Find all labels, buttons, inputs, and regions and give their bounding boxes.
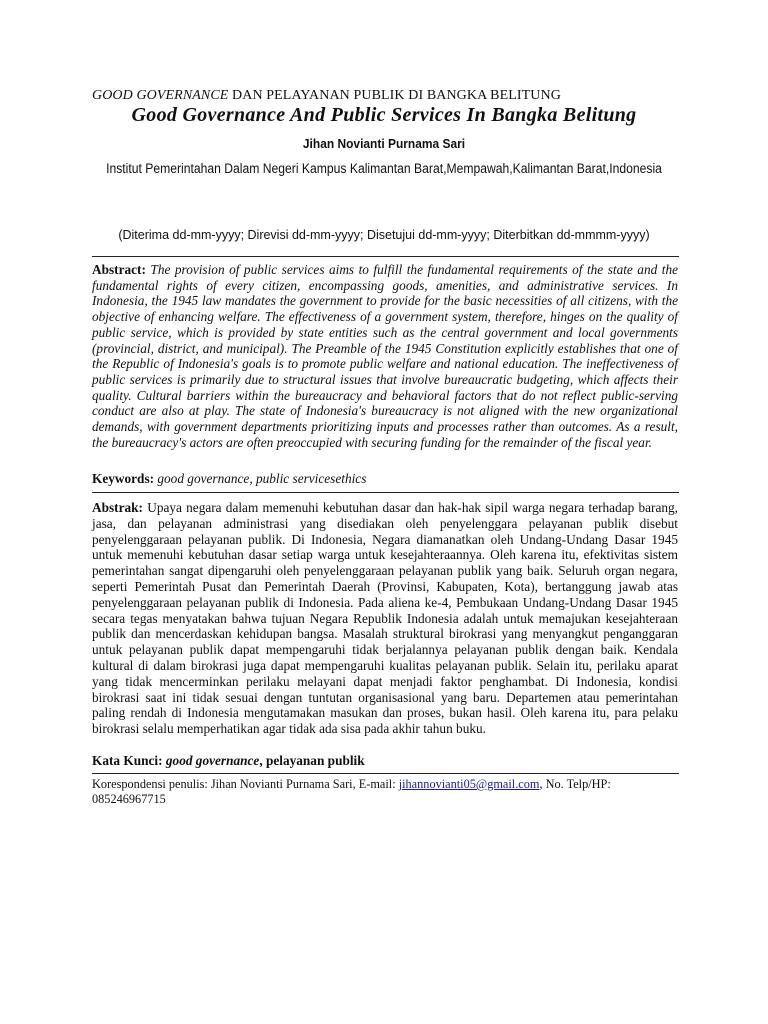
keywords-label: Keywords: (92, 471, 155, 486)
divider (92, 492, 679, 493)
kata-kunci-rest: , pelayanan publik (259, 753, 365, 768)
kata-kunci-italic: good governance (165, 753, 260, 768)
running-head (92, 88, 561, 104)
correspondence-note (92, 777, 678, 806)
submission-dates: (Diterima dd-mm-yyyy; Direvisi dd-mm-yyyy; Disetujui dd-mm-yyyy; Diterbitkan dd-mmmm-yyyy) (118, 228, 650, 242)
divider (92, 773, 679, 774)
abstract-indonesian (92, 500, 678, 737)
running-head-rest: DAN PELAYANAN PUBLIK DI BANGKA BELITUNG (228, 88, 561, 103)
abstrak-label: Abstrak: (92, 500, 143, 515)
abstrak-text: Upaya negara dalam memenuhi kebutuhan dasar dan hak-hak sipil warga negara terhadap barang, jasa, dan pelayanan administrasi yang disediakan oleh penyelenggara pelayanan publik disebut penyelenggaraan pelayanan publik. Di Indonesia, Negara diamanatkan oleh Undang-Undang Dasar 1945 untuk memenuhi kebutuhan dasar setiap warga untuk kesejahteraannya. Oleh karena itu, efektivitas sistem pemerintahan sangat dipengaruhi oleh penyelenggaraan pelayanan publik yang baik. Seluruh organ negara, seperti Pemerintah Pusat dan Pemerintah Daerah (Provinsi, Kabupaten, Kota), bertanggung jawab atas penyelenggaraan pelayanan publik di Indonesia. Pada aliena ke-4, Pembukaan Undang-Undang Dasar 1945 secara tegas menyatakan bahwa tujuan Negara Republik Indonesia adalah untuk memajukan kesejahteraan publik dan mencerdaskan kehidupan bangsa. Masalah struktural birokrasi yang menyangkut penganggaran untuk pelayanan publik dapat mempengaruhi tidak berjalannya pelayanan publik dengan baik. Kendala kultural di dalam birokrasi juga dapat mempengaruhi kualitas pelayanan publik. Selain itu, perilaku aparat yang tidak mencerminkan perilaku melayani dapat menjadi faktor penghambat. Di Indonesia, kondisi birokrasi saat ini tidak sesuai dengan tuntutan organisasional yang baru. Departemen atau pemerintahan paling rendah di Indonesia mengutamakan masukan dan proses, bukan hasil. Oleh karena itu, para pelaku birokrasi selalu memperhatikan agar tidak ada sisa pada akhir tahun buku. (92, 500, 678, 737)
abstract-text: The provision of public services aims to fulfill the fundamental requirements of the state and the fundamental rights of every citizen, encompassing goods, amenities, and administrative services. In Indonesia, the 1945 law mandates the government to provide for the basic necessities of all citizens, with the objective of enhancing welfare. The effectiveness of a government system, therefore, hinges on the quality of public service, which is provided by state entities such as the central government and local governments (provincial, district, and municipal). The Preamble of the 1945 Constitution explicitly establishes that one of the Republic of Indonesia's goals is to promote public welfare and national education. The ineffectiveness of public services is primarily due to structural issues that involve bureaucratic budgeting, which affects their quality. Cultural barriers within the bureaucracy and behavioral factors that do not reflect public-serving conduct are also at play. The state of Indonesia's bureaucracy is not aligned with the new organizational demands, with government departments prioritizing inputs and processes rather than outcomes. As a result, the bureaucracy's actors are often preoccupied with securing funding for the remainder of the fiscal year. (92, 262, 678, 450)
divider (92, 256, 679, 257)
keywords-value: good governance, public servicesethics (157, 471, 367, 486)
keywords (92, 471, 678, 487)
author-affiliation: Institut Pemerintahan Dalam Negeri Kampus Kalimantan Barat,Mempawah,Kalimantan Barat,Indonesia (106, 161, 662, 176)
abstract-english (92, 262, 678, 450)
running-head-italic: GOOD GOVERNANCE (92, 88, 229, 103)
abstract-label: Abstract: (92, 262, 146, 277)
kata-kunci-label: Kata Kunci: (92, 753, 163, 768)
correspondence-suffix: , No. Telp/HP: 085246967715 (92, 777, 611, 806)
paper-title: Good Governance And Public Services In Bangka Belitung (131, 104, 637, 126)
email-link[interactable]: jihannovianti05@gmail.com (398, 777, 540, 791)
kata-kunci (92, 753, 678, 769)
author-name: Jihan Novianti Purnama Sari (302, 136, 466, 151)
correspondence-prefix: Korespondensi penulis: Jihan Novianti Purnama Sari, E-mail: (92, 777, 399, 791)
